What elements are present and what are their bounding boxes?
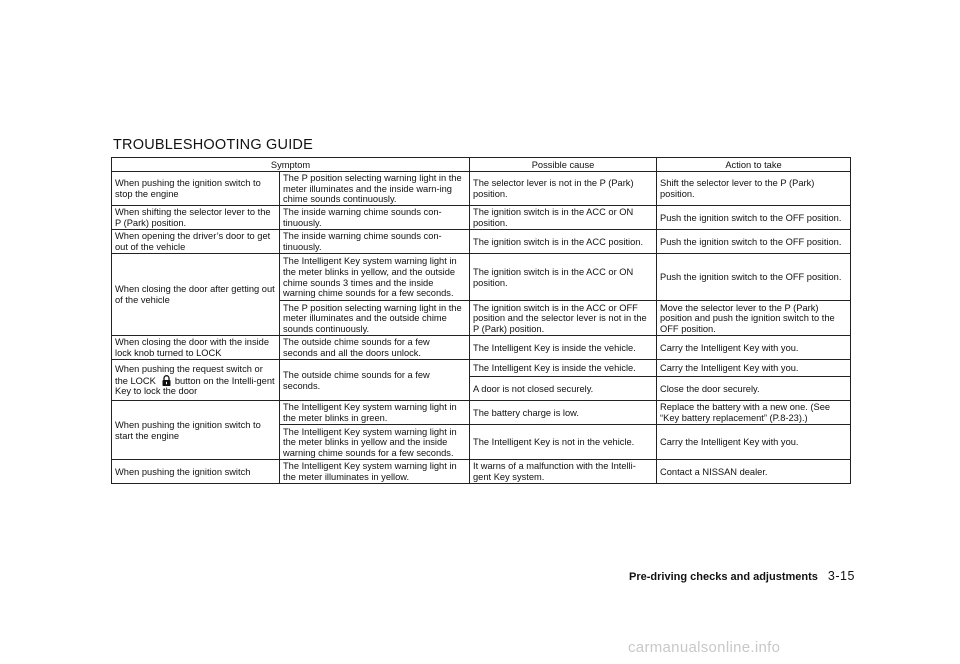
table-row	[112, 254, 851, 301]
header-symptom: Symptom	[112, 158, 470, 172]
cause-cell: The Intelligent Key is inside the vehicle.	[470, 336, 657, 360]
action-cell: Replace the battery with a new one. (See “Key battery replacement” (P.8-23).)	[657, 401, 851, 425]
cause-cell: The ignition switch is in the ACC or OFF position and the selector lever is not in the P (Park) position.	[470, 301, 657, 336]
header-action: Action to take	[657, 158, 851, 172]
symptom-cell: When pushing the ignition switch to start the engine	[112, 401, 280, 460]
symptom-cell: When closing the door after getting out of the vehicle	[112, 254, 280, 336]
action-cell: Push the ignition switch to the OFF position.	[657, 230, 851, 254]
symptom-cell: When pushing the ignition switch	[112, 460, 280, 484]
condition-cell: The outside chime sounds for a few seconds and all the doors unlock.	[280, 336, 470, 360]
condition-cell: The P position selecting warning light in the meter illuminates and the inside warn-ing chime sounds continuously.	[280, 172, 470, 206]
cause-cell: A door is not closed securely.	[470, 377, 657, 401]
condition-cell: The Intelligent Key system warning light in the meter blinks in yellow and the inside warning chime sounds for a few seconds.	[280, 425, 470, 460]
action-cell: Carry the Intelligent Key with you.	[657, 336, 851, 360]
action-cell: Carry the Intelligent Key with you.	[657, 360, 851, 377]
page-footer	[629, 569, 855, 583]
cause-cell: The battery charge is low.	[470, 401, 657, 425]
symptom-cell: When pushing the ignition switch to stop the engine	[112, 172, 280, 206]
action-cell: Move the selector lever to the P (Park) position and push the ignition switch to the OFF position.	[657, 301, 851, 336]
cause-cell: The ignition switch is in the ACC position.	[470, 230, 657, 254]
table-row	[112, 460, 851, 484]
symptom-text-part1: When pushing the request switch or the LOCK	[115, 364, 263, 386]
cause-cell: The ignition switch is in the ACC or ON position.	[470, 254, 657, 301]
table-header-row	[112, 158, 851, 172]
cause-cell: The ignition switch is in the ACC or ON position.	[470, 206, 657, 230]
symptom-text-part2: button on the Intelli-gent Key to lock the door	[115, 375, 275, 397]
condition-cell: The inside warning chime sounds con-tinuously.	[280, 230, 470, 254]
padlock-icon	[162, 375, 171, 386]
condition-cell: The P position selecting warning light in the meter illuminates and the outside chime sounds continuously.	[280, 301, 470, 336]
header-possible-cause: Possible cause	[470, 158, 657, 172]
table-row	[112, 360, 851, 377]
condition-cell: The Intelligent Key system warning light in the meter illuminates in yellow.	[280, 460, 470, 484]
cause-cell: The Intelligent Key is inside the vehicle.	[470, 360, 657, 377]
table-row	[112, 206, 851, 230]
condition-cell: The Intelligent Key system warning light in the meter blinks in yellow, and the outside chime sounds 3 times and the inside warning chime sounds for a few seconds.	[280, 254, 470, 301]
page-title: TROUBLESHOOTING GUIDE	[113, 137, 313, 153]
cause-cell: It warns of a malfunction with the Intelli-gent Key system.	[470, 460, 657, 484]
condition-cell: The Intelligent Key system warning light in the meter blinks in green.	[280, 401, 470, 425]
action-cell: Push the ignition switch to the OFF position.	[657, 206, 851, 230]
symptom-cell: When shifting the selector lever to the P (Park) position.	[112, 206, 280, 230]
symptom-cell: When closing the door with the inside lock knob turned to LOCK	[112, 336, 280, 360]
action-cell: Push the ignition switch to the OFF position.	[657, 254, 851, 301]
watermark: carmanualsonline.info	[628, 639, 781, 656]
table-row	[112, 172, 851, 206]
symptom-cell: When opening the driver’s door to get out of the vehicle	[112, 230, 280, 254]
cause-cell: The Intelligent Key is not in the vehicle.	[470, 425, 657, 460]
symptom-cell	[112, 360, 280, 401]
condition-cell: The outside chime sounds for a few seconds.	[280, 360, 470, 401]
troubleshooting-table	[111, 157, 851, 484]
condition-cell: The inside warning chime sounds con-tinuously.	[280, 206, 470, 230]
action-cell: Carry the Intelligent Key with you.	[657, 425, 851, 460]
action-cell: Close the door securely.	[657, 377, 851, 401]
footer-section-title: Pre-driving checks and adjustments	[629, 571, 818, 583]
action-cell: Shift the selector lever to the P (Park) position.	[657, 172, 851, 206]
page-number: 3-15	[827, 569, 855, 583]
table-row	[112, 401, 851, 425]
table-row	[112, 230, 851, 254]
table-row	[112, 336, 851, 360]
cause-cell: The selector lever is not in the P (Park) position.	[470, 172, 657, 206]
action-cell: Contact a NISSAN dealer.	[657, 460, 851, 484]
